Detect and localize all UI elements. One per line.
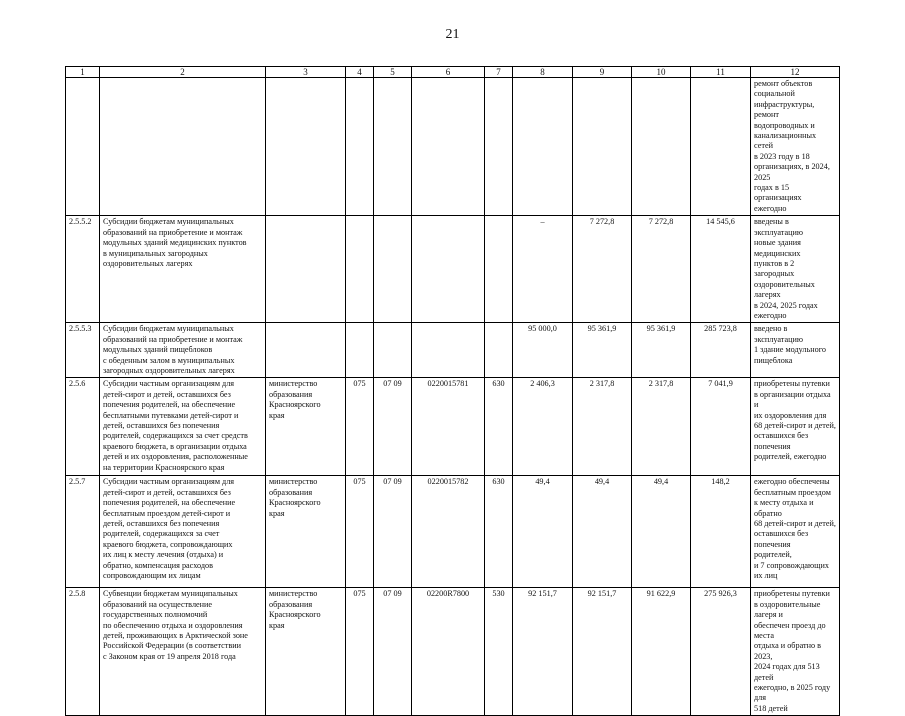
result-cell: приобретены путевки в организации отдыха и их оздоровления для 68 детей-сирот и детей, оставшихся без попечения родителей, ежегодно bbox=[751, 378, 840, 476]
continuation-row bbox=[66, 78, 840, 216]
cell-empty bbox=[485, 78, 513, 216]
table-row bbox=[66, 588, 840, 716]
column-header-7: 7 bbox=[485, 67, 513, 78]
row-number: 2.5.5.3 bbox=[66, 323, 100, 378]
row-number: 2.5.7 bbox=[66, 476, 100, 588]
pr-cell: 07 09 bbox=[374, 378, 412, 476]
grbs-cell: министерство образования Красноярского края bbox=[266, 588, 346, 716]
table-row bbox=[66, 476, 840, 588]
column-header-9: 9 bbox=[573, 67, 632, 78]
cell-empty bbox=[346, 323, 374, 378]
pr-cell: 07 09 bbox=[374, 588, 412, 716]
result-cell: приобретены путевки в оздоровительные лагеря и обеспечен проезд до места отдыха и обратно в 2023, 2024 годах для 513 детей ежегодно, в 2025 году для 518 детей bbox=[751, 588, 840, 716]
cell-empty bbox=[412, 78, 485, 216]
column-header-4: 4 bbox=[346, 67, 374, 78]
measure-name: Субсидии бюджетам муниципальных образований на приобретение и монтаж модульных зданий медицинских пунктов в муниципальных загородных оздоровительных лагерях bbox=[100, 216, 266, 323]
amount-2025: 7 272,8 bbox=[632, 216, 691, 323]
cell-empty bbox=[513, 78, 573, 216]
vr-cell: 630 bbox=[485, 378, 513, 476]
amount-2025: 95 361,9 bbox=[632, 323, 691, 378]
csr-cell: 0220015781 bbox=[412, 378, 485, 476]
amount-2025: 49,4 bbox=[632, 476, 691, 588]
cell-empty bbox=[412, 216, 485, 323]
amount-2024: 92 151,7 bbox=[573, 588, 632, 716]
measure-name: Субсидии частным организациям для детей-сирот и детей, оставшихся без попечения родителей, на обеспечение бесплатным проездом детей-сирот и детей, оставшихся без попечения родителей, содержащихся за счет краевого бюджета, сопровождающих их лиц к месту лечения (отдыха) и обратно, компенсация расходов сопровождающим их лицам bbox=[100, 476, 266, 588]
column-header-10: 10 bbox=[632, 67, 691, 78]
cell-empty bbox=[485, 216, 513, 323]
column-header-2: 2 bbox=[100, 67, 266, 78]
measure-name: Субсидии бюджетам муниципальных образований на приобретение и монтаж модульных зданий пищеблоков с обеденным залом в муниципальных загородных оздоровительных лагерях bbox=[100, 323, 266, 378]
row-number: 2.5.8 bbox=[66, 588, 100, 716]
rz-cell: 075 bbox=[346, 476, 374, 588]
amount-total: 7 041,9 bbox=[691, 378, 751, 476]
pr-cell: 07 09 bbox=[374, 476, 412, 588]
measure-name: Субвенции бюджетам муниципальных образований на осуществление государственных полномочий по обеспечению отдыха и оздоровления детей, проживающих в Арктической зоне Российской Федерации (в соответствии с Законом края от 19 апреля 2018 года bbox=[100, 588, 266, 716]
cell-empty bbox=[691, 78, 751, 216]
cell-empty bbox=[374, 216, 412, 323]
cell-empty bbox=[266, 323, 346, 378]
page-number: 21 bbox=[445, 27, 460, 42]
amount-2023: – bbox=[513, 216, 573, 323]
table-row bbox=[66, 378, 840, 476]
cell-empty bbox=[346, 216, 374, 323]
column-header-12: 12 bbox=[751, 67, 840, 78]
grbs-cell: министерство образования Красноярского края bbox=[266, 476, 346, 588]
amount-2025: 2 317,8 bbox=[632, 378, 691, 476]
table-row bbox=[66, 323, 840, 378]
column-header-3: 3 bbox=[266, 67, 346, 78]
rz-cell: 075 bbox=[346, 378, 374, 476]
column-number-row bbox=[66, 67, 840, 78]
csr-cell: 02200R7800 bbox=[412, 588, 485, 716]
cell-empty bbox=[66, 78, 100, 216]
cell-empty bbox=[346, 78, 374, 216]
amount-2024: 49,4 bbox=[573, 476, 632, 588]
amount-total: 275 926,3 bbox=[691, 588, 751, 716]
amount-2024: 7 272,8 bbox=[573, 216, 632, 323]
cell-empty bbox=[485, 323, 513, 378]
rz-cell: 075 bbox=[346, 588, 374, 716]
result-cell: ежегодно обеспечены бесплатным проездом к месту отдыха и обратно 68 детей-сирот и детей, оставшихся без попечения родителей, и 7 сопровождающих их лиц bbox=[751, 476, 840, 588]
cell-empty bbox=[266, 216, 346, 323]
measure-name: Субсидии частным организациям для детей-сирот и детей, оставшихся без попечения родителей, на обеспечение бесплатными путевками детей-сирот и детей, оставшихся без попечения родителей, содержащихся за счет средств краевого бюджета, в организации отдыха детей и их оздоровления, расположенные на территории Красноярского края bbox=[100, 378, 266, 476]
budget-table bbox=[65, 66, 840, 716]
result-cell: введено в эксплуатацию 1 здание модульного пищеблока bbox=[751, 323, 840, 378]
cell-empty bbox=[374, 78, 412, 216]
amount-2025: 91 622,9 bbox=[632, 588, 691, 716]
amount-total: 148,2 bbox=[691, 476, 751, 588]
result-cell: ремонт объектов социальной инфраструктуры, ремонт водопроводных и канализационных сетей в 2023 году в 18 организациях, в 2024, 2025 годах в 15 организациях ежегодно bbox=[751, 78, 840, 216]
csr-cell: 0220015782 bbox=[412, 476, 485, 588]
table-row bbox=[66, 216, 840, 323]
column-header-6: 6 bbox=[412, 67, 485, 78]
amount-total: 285 723,8 bbox=[691, 323, 751, 378]
cell-empty bbox=[573, 78, 632, 216]
column-header-1: 1 bbox=[66, 67, 100, 78]
row-number: 2.5.6 bbox=[66, 378, 100, 476]
column-header-5: 5 bbox=[374, 67, 412, 78]
cell-empty bbox=[374, 323, 412, 378]
amount-2023: 49,4 bbox=[513, 476, 573, 588]
column-header-11: 11 bbox=[691, 67, 751, 78]
column-header-8: 8 bbox=[513, 67, 573, 78]
cell-empty bbox=[412, 323, 485, 378]
vr-cell: 530 bbox=[485, 588, 513, 716]
amount-2023: 92 151,7 bbox=[513, 588, 573, 716]
row-number: 2.5.5.2 bbox=[66, 216, 100, 323]
amount-total: 14 545,6 bbox=[691, 216, 751, 323]
cell-empty bbox=[632, 78, 691, 216]
result-cell: введены в эксплуатацию новые здания медицинских пунктов в 2 загородных оздоровительных лагерях в 2024, 2025 годах ежегодно bbox=[751, 216, 840, 323]
grbs-cell: министерство образования Красноярского края bbox=[266, 378, 346, 476]
amount-2024: 95 361,9 bbox=[573, 323, 632, 378]
amount-2024: 2 317,8 bbox=[573, 378, 632, 476]
cell-empty bbox=[100, 78, 266, 216]
amount-2023: 95 000,0 bbox=[513, 323, 573, 378]
amount-2023: 2 406,3 bbox=[513, 378, 573, 476]
vr-cell: 630 bbox=[485, 476, 513, 588]
cell-empty bbox=[266, 78, 346, 216]
